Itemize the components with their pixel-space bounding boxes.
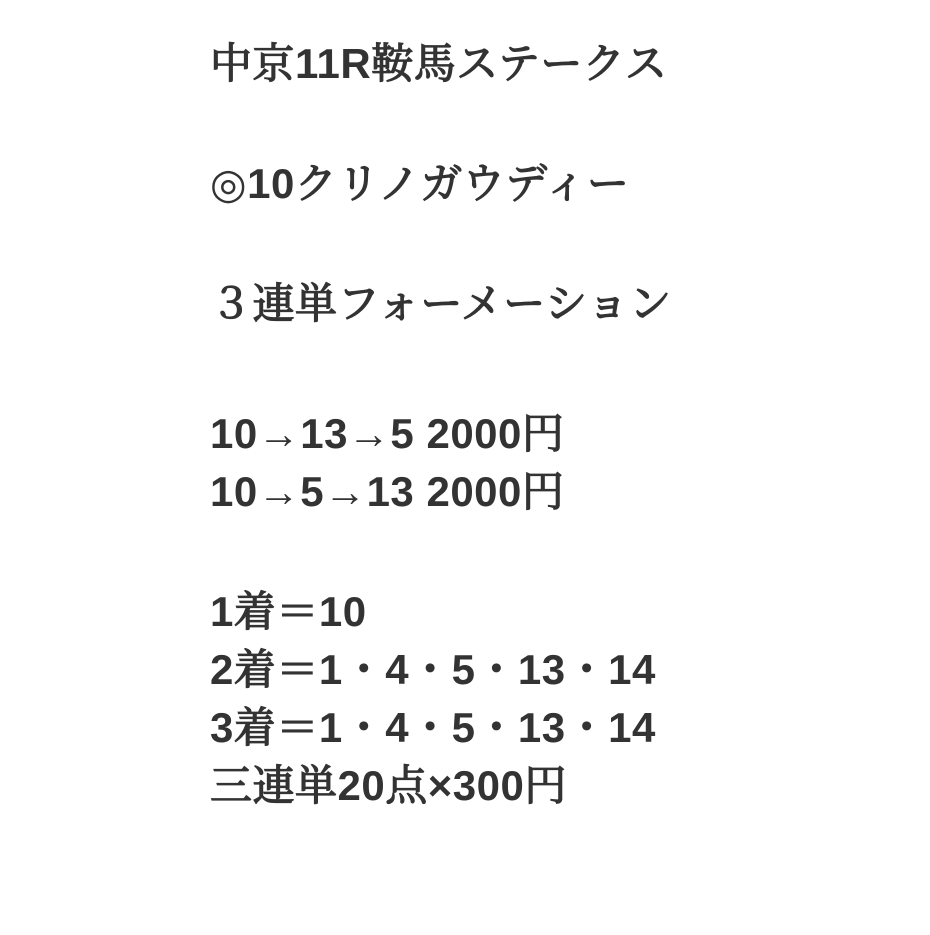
formation-third-place: 3着＝1・4・5・13・14 [210,704,656,751]
bet-line-2: 10→5→13 2000円 [210,468,565,515]
bet-type-heading: ３連単フォーメーション [210,280,672,327]
race-title: 中京11R鞍馬ステークス [210,40,668,87]
pick-horse-line: ◎10クリノガウディー [210,160,630,207]
formation-second-place: 2着＝1・4・5・13・14 [210,646,656,693]
bet-line-1: 10→13→5 2000円 [210,410,565,457]
formation-total: 三連単20点×300円 [210,762,567,809]
formation-lines-group [210,583,910,815]
bet-lines-group [210,405,910,521]
formation-first-place: 1着＝10 [210,588,367,635]
